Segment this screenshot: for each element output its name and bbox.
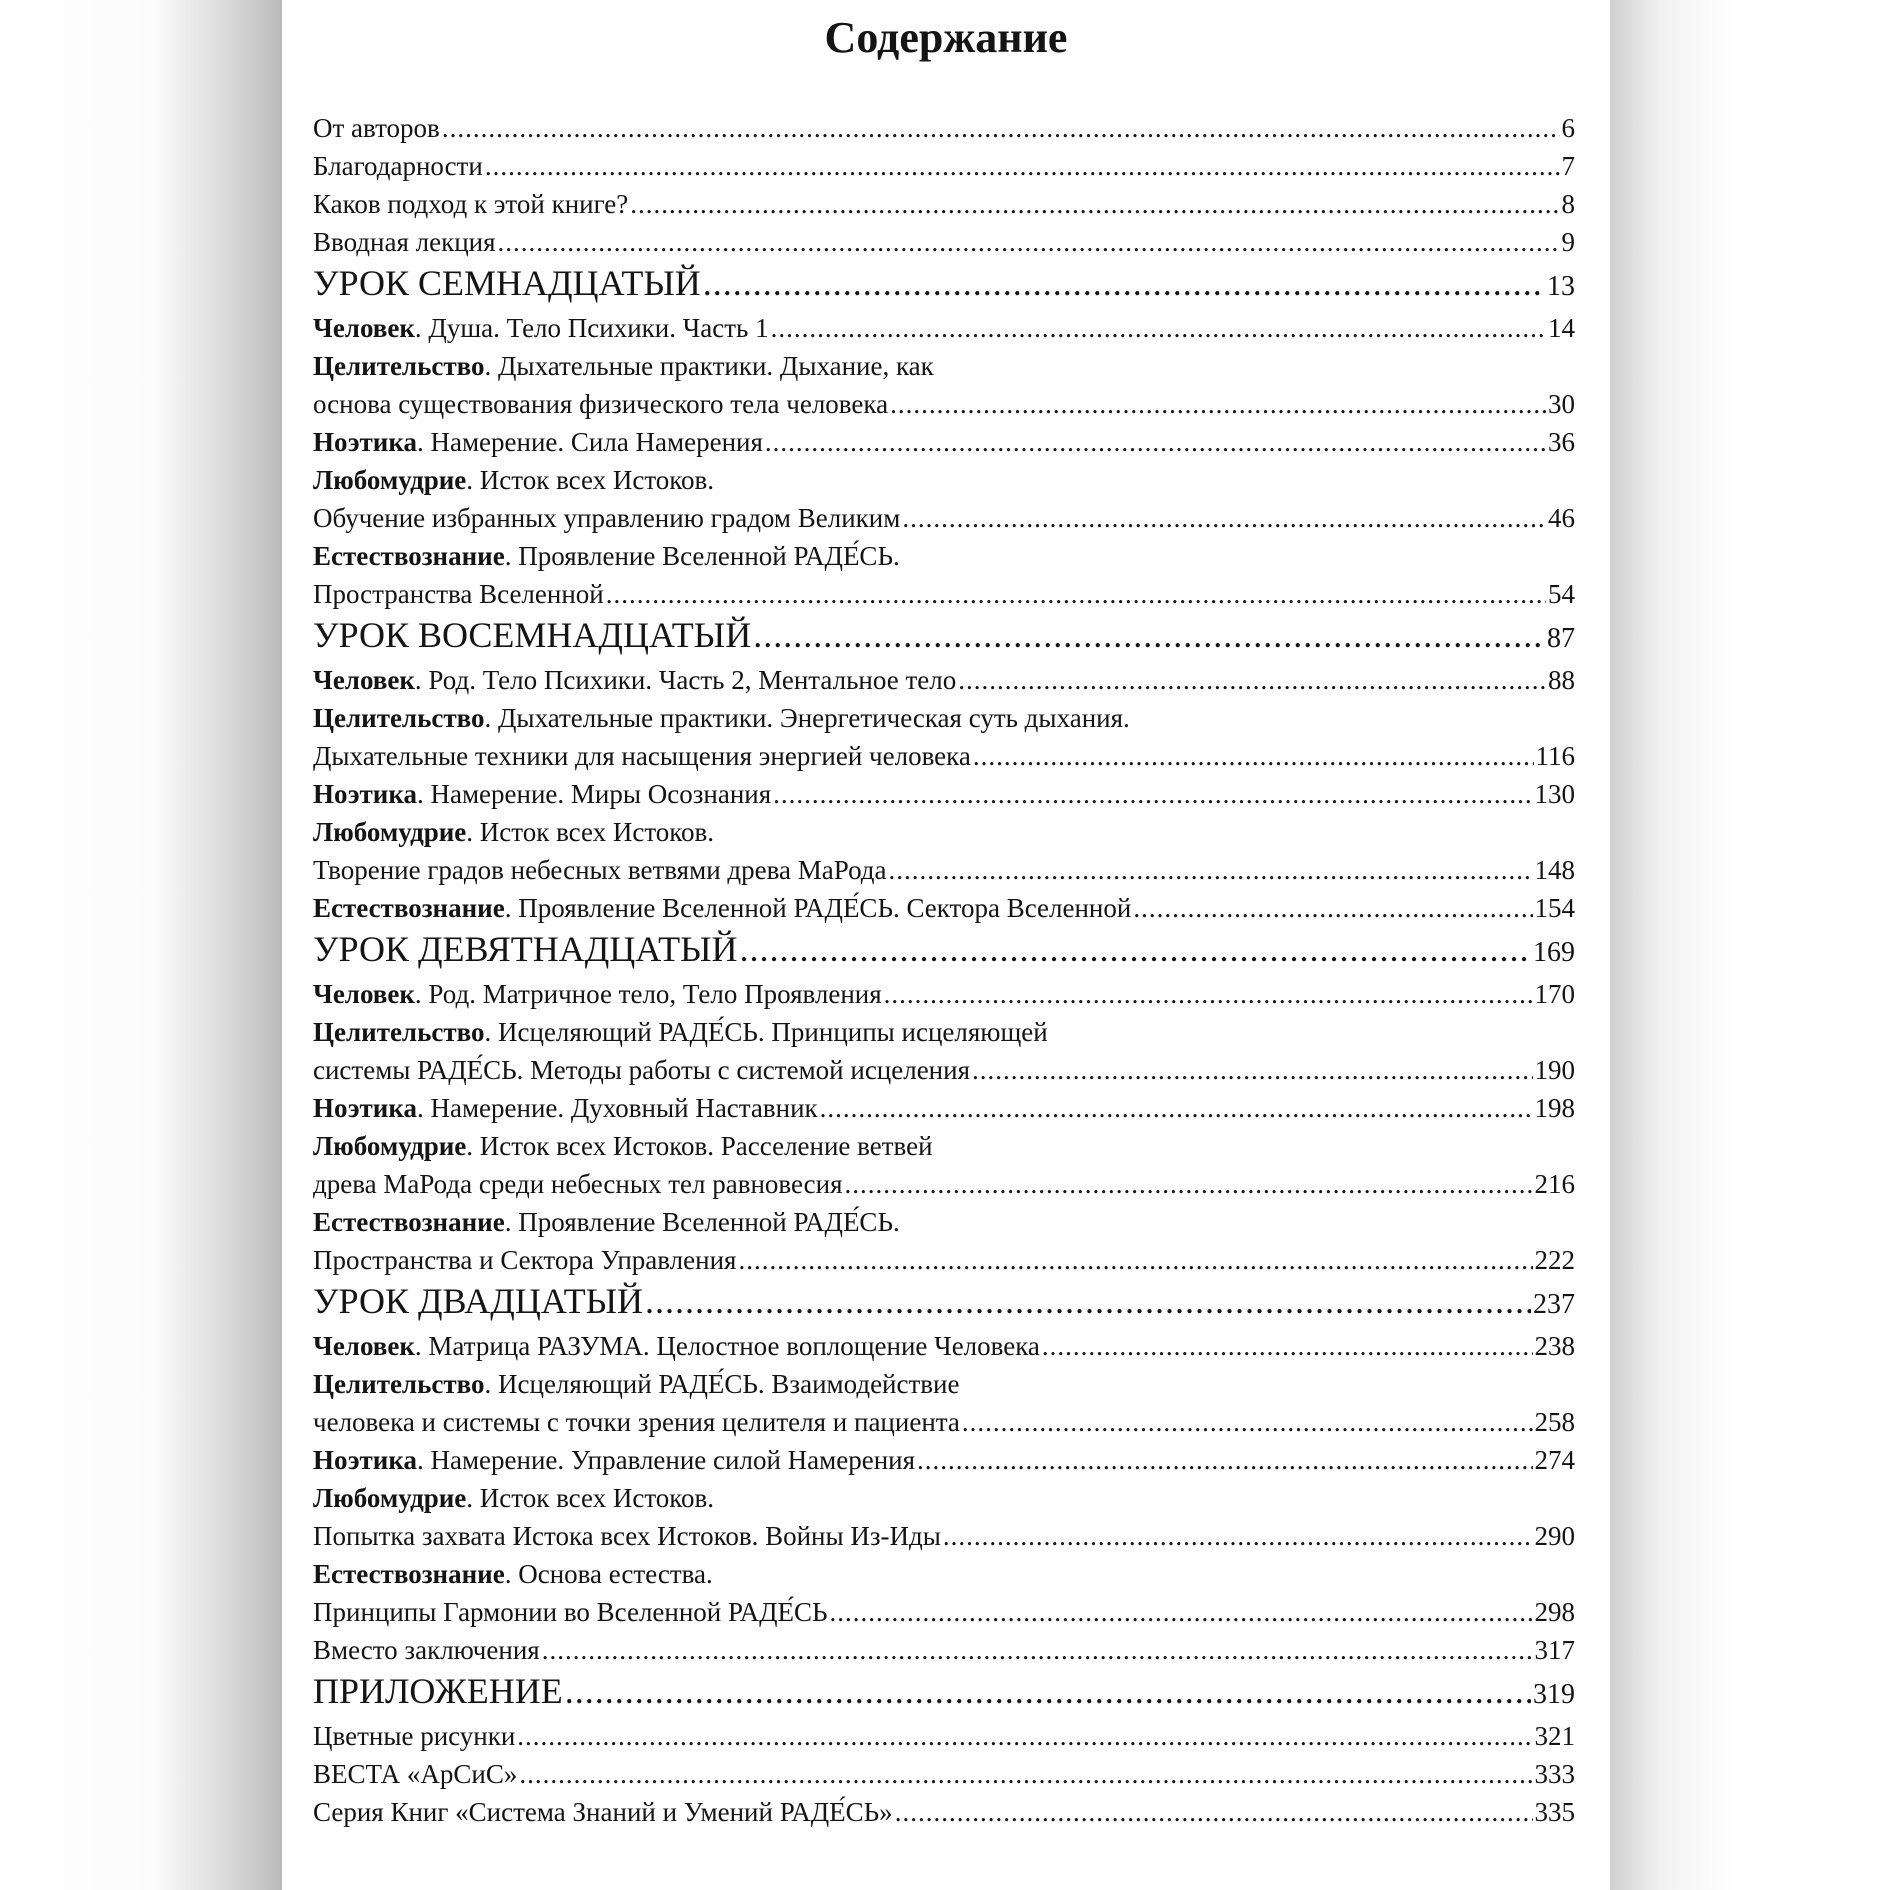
toc-entry-text: . Основа естества. [504, 1559, 713, 1589]
toc-entry-text: Вместо заключения [313, 1635, 540, 1665]
toc-entry-title [313, 1671, 563, 1711]
toc-entry [313, 1404, 1575, 1440]
toc-entry-subject: Ноэтика [313, 427, 417, 457]
toc-entry-text: . Намерение. Управление силой Намерения [416, 1445, 916, 1475]
toc-entry-text: . Душа. Тело Психики. Часть 1 [414, 313, 769, 343]
dot-leader [884, 976, 1533, 1012]
toc-entry-title [313, 1328, 1040, 1364]
toc-entry-subject: Целительство [313, 1369, 485, 1399]
toc-page-number: 222 [1534, 1245, 1575, 1275]
toc-entry [313, 776, 1575, 812]
toc-entry-title [313, 462, 714, 498]
toc-page-number: 46 [1548, 503, 1575, 533]
toc-page-number: 88 [1548, 665, 1575, 695]
toc-entry-text: Вводная лекция [313, 227, 496, 257]
toc-entry-title [313, 186, 628, 222]
toc-entry-title [313, 424, 763, 460]
dot-leader [771, 310, 1546, 346]
toc-entry-title [313, 1594, 828, 1630]
dot-leader [845, 1166, 1533, 1202]
dot-leader [442, 110, 1560, 146]
toc-entry-title [313, 1014, 1048, 1050]
toc-entry [313, 348, 1575, 384]
toc-entry-title [313, 500, 900, 536]
toc-entry-title [313, 263, 701, 303]
toc-entry-text: . Исток всех Истоков. [466, 1483, 715, 1513]
toc-entry-text: Каков подход к этой книге? [313, 189, 629, 219]
toc-page-number: 238 [1534, 1331, 1575, 1361]
toc-section-heading [313, 263, 1575, 305]
toc-entry [313, 224, 1575, 260]
toc-entry-subject: Естествознание [313, 541, 505, 571]
toc-entry [313, 1442, 1575, 1478]
toc-page-number: 319 [1533, 1679, 1575, 1710]
toc-page-number: 290 [1534, 1521, 1575, 1551]
toc-entry-title [313, 1632, 540, 1668]
dot-leader [973, 738, 1534, 774]
toc-entry-text: Творение градов небесных ветвями древа МаРода [313, 855, 887, 885]
toc-entry-title [313, 662, 956, 698]
toc-entry-title [313, 1718, 515, 1754]
toc-entry-title [313, 1128, 933, 1164]
dot-leader [565, 1671, 1531, 1711]
toc-entry-title [313, 1756, 517, 1792]
toc-entry-title [313, 348, 934, 384]
toc-entry-title [313, 1052, 970, 1088]
toc-page-number: 298 [1534, 1597, 1575, 1627]
toc-entry-text: . Исцеляющий РАДЕ́СЬ. Принципы исцеляющей [484, 1017, 1048, 1047]
dot-leader [753, 615, 1545, 655]
toc-entry-subject: Целительство [313, 703, 485, 733]
toc-entry-subject: Целительство [313, 1017, 485, 1047]
toc-page-number: 198 [1534, 1093, 1575, 1123]
toc-entry [313, 1556, 1575, 1592]
toc-entry-subject: Ноэтика [313, 1445, 417, 1475]
toc-entry [313, 1594, 1575, 1630]
toc-entry-subject: Человек [313, 979, 415, 1009]
toc-entry-title [313, 1556, 713, 1592]
toc-entry-title [313, 929, 738, 969]
toc-entry-text: Обучение избранных управлению градом Великим [313, 503, 901, 533]
toc-page-number: 237 [1533, 1289, 1575, 1320]
toc-page-number: 8 [1561, 189, 1575, 219]
dot-leader [519, 1756, 1532, 1792]
toc-entry-text: УРОК ВОСЕМНАДЦАТЫЙ [313, 615, 752, 655]
toc-entry [313, 890, 1575, 926]
toc-entry [313, 424, 1575, 460]
toc-entry-text: . Род. Тело Психики. Часть 2, Ментальное тело [414, 665, 957, 695]
toc-entry-text: древа МаРода среди небесных тел равновесия [313, 1169, 843, 1199]
toc-entry-text: ВЕСТА «АрСиС» [313, 1759, 518, 1789]
dot-leader [917, 1442, 1532, 1478]
toc-entry-text: . Исток всех Истоков. [466, 465, 715, 495]
dot-leader [958, 662, 1546, 698]
toc-entry-subject: Целительство [313, 351, 485, 381]
toc-entry-title [313, 1518, 941, 1554]
toc-page-number: 333 [1534, 1759, 1575, 1789]
toc-entry-subject: Человек [313, 313, 415, 343]
page-title: Содержание [824, 13, 1068, 62]
dot-leader [1042, 1328, 1533, 1364]
toc-entry-title [313, 615, 751, 655]
toc-entry [313, 1366, 1575, 1402]
toc-entry-text: . Род. Матричное тело, Тело Проявления [414, 979, 882, 1009]
toc-entry [313, 1756, 1575, 1792]
toc-entry-title [313, 1204, 900, 1240]
toc-entry-text: . Намерение. Духовный Наставник [416, 1093, 818, 1123]
toc-entry-text: Принципы Гармонии во Вселенной РАДЕ́СЬ [313, 1597, 828, 1627]
toc-entry-title [313, 700, 1130, 736]
toc-entry-text: Пространства и Сектора Управления [313, 1245, 737, 1275]
dot-leader [830, 1594, 1533, 1630]
toc-entry-subject: Естествознание [313, 893, 505, 923]
toc-entry-text: . Намерение. Миры Осознания [416, 779, 772, 809]
toc-section-heading [313, 1281, 1575, 1323]
toc-entry-title [313, 310, 769, 346]
toc-entry-title [313, 1794, 893, 1830]
toc-page-number: 9 [1561, 227, 1575, 257]
toc-entry-text: От авторов [313, 113, 440, 143]
toc-entry [313, 386, 1575, 422]
toc-page-number: 7 [1561, 151, 1575, 181]
dot-leader [1133, 890, 1532, 926]
toc-entry [313, 662, 1575, 698]
toc-entry [313, 1518, 1575, 1554]
dot-leader [820, 1090, 1533, 1126]
toc-page-number: 14 [1548, 313, 1575, 343]
dot-leader [542, 1632, 1533, 1668]
toc-entry [313, 814, 1575, 850]
toc-page-number: 335 [1534, 1797, 1575, 1827]
toc-entry [313, 1718, 1575, 1754]
toc-page-number: 258 [1534, 1407, 1575, 1437]
toc-entry [313, 1166, 1575, 1202]
toc-entry-title [313, 576, 604, 612]
toc-entry-title [313, 1442, 915, 1478]
toc-entry [313, 1794, 1575, 1830]
toc-section-heading [313, 929, 1575, 971]
dot-leader [703, 263, 1545, 303]
toc-page-number: 13 [1547, 271, 1575, 302]
page-gutter-shadow-left [0, 0, 282, 1890]
toc-page-number: 87 [1547, 623, 1575, 654]
toc-page-number: 216 [1534, 1169, 1575, 1199]
toc-entry [313, 310, 1575, 346]
toc-entry-subject: Ноэтика [313, 1093, 417, 1123]
book-page [282, 0, 1610, 1890]
toc-entry-text: . Проявление Вселенной РАДЕ́СЬ. Сектора Вселенной [504, 893, 1132, 923]
toc-entry [313, 538, 1575, 574]
toc-entry-text: системы РАДЕ́СЬ. Методы работы с системой исцеления [313, 1055, 971, 1085]
toc-entry [313, 1204, 1575, 1240]
toc-entry-text: Попытка захвата Истока всех Истоков. Войны Из-Иды [313, 1521, 941, 1551]
dot-leader [645, 1281, 1531, 1321]
toc-entry-subject: Любомудрие [313, 465, 467, 495]
toc-entry-text: ПРИЛОЖЕНИЕ [313, 1671, 563, 1711]
dot-leader [773, 776, 1532, 812]
toc-entry-title [313, 1366, 959, 1402]
toc-entry-text: . Намерение. Сила Намерения [416, 427, 763, 457]
toc-page-number: 170 [1534, 979, 1575, 1009]
dot-leader [606, 576, 1546, 612]
toc-entry-text: Благодарности [313, 151, 483, 181]
dot-leader [972, 1052, 1532, 1088]
toc-entry-text: . Матрица РАЗУМА. Целостное воплощение Человека [414, 1331, 1040, 1361]
toc-entry-text: Дыхательные техники для насыщения энергией человека [313, 741, 971, 771]
dot-leader [498, 224, 1560, 260]
dot-leader [890, 386, 1546, 422]
toc-page-number: 148 [1534, 855, 1575, 885]
toc-page-number: 169 [1533, 937, 1575, 968]
toc-entry-title [313, 110, 440, 146]
toc-page-number: 317 [1534, 1635, 1575, 1665]
toc-entry-text: . Проявление Вселенной РАДЕ́СЬ. [504, 1207, 900, 1237]
toc-entry [313, 186, 1575, 222]
toc-page-number: 190 [1534, 1055, 1575, 1085]
toc-entry-title [313, 1166, 843, 1202]
toc-entry-text: Цветные рисунки [313, 1721, 516, 1751]
toc-entry-subject: Естествознание [313, 1559, 505, 1589]
toc-entry-title [313, 148, 483, 184]
toc-entry-title [313, 1242, 736, 1278]
toc-section-heading [313, 1671, 1575, 1713]
toc-entry [313, 576, 1575, 612]
dot-leader [738, 1242, 1532, 1278]
toc-entry [313, 500, 1575, 536]
toc-entry-title [313, 776, 771, 812]
toc-entry-subject: Любомудрие [313, 1483, 467, 1513]
toc-page-number: 30 [1548, 389, 1575, 419]
toc-entry [313, 1128, 1575, 1164]
toc-entry-title [313, 890, 1131, 926]
toc-page-number: 130 [1534, 779, 1575, 809]
toc-entry [313, 1480, 1575, 1516]
dot-leader [943, 1518, 1533, 1554]
dot-leader [902, 500, 1546, 536]
toc-entry-subject: Любомудрие [313, 1131, 467, 1161]
toc-page-number: 154 [1534, 893, 1575, 923]
dot-leader [962, 1404, 1533, 1440]
toc-entry [313, 976, 1575, 1012]
toc-entry-text: . Дыхательные практики. Дыхание, как [484, 351, 934, 381]
toc-entry-title [313, 976, 882, 1012]
toc-entry-text: основа существования физического тела человека [313, 389, 889, 419]
toc-entry-text: . Исток всех Истоков. [466, 817, 715, 847]
toc-entry-text: . Проявление Вселенной РАДЕ́СЬ. [504, 541, 900, 571]
toc-entry-text: УРОК ДЕВЯТНАДЦАТЫЙ [313, 929, 738, 969]
dot-leader [630, 186, 1559, 222]
toc-entry-title [313, 386, 888, 422]
toc-entry-title [313, 1480, 714, 1516]
toc-entry [313, 1052, 1575, 1088]
toc-entry [313, 700, 1575, 736]
toc-entry-subject: Естествознание [313, 1207, 505, 1237]
toc-entry [313, 462, 1575, 498]
dot-leader [517, 1718, 1532, 1754]
toc-entry [313, 1014, 1575, 1050]
page-edge-shadow-right [1610, 0, 1890, 1890]
toc-entry [313, 148, 1575, 184]
toc-entry-text: . Дыхательные практики. Энергетическая суть дыхания. [484, 703, 1130, 733]
toc-entry [313, 110, 1575, 146]
toc-entry-text: . Исцеляющий РАДЕ́СЬ. Взаимодействие [484, 1369, 960, 1399]
toc-entry [313, 1632, 1575, 1668]
toc-entry-text: человека и системы с точки зрения целителя и пациента [313, 1407, 960, 1437]
dot-leader [740, 929, 1532, 969]
toc-entry [313, 852, 1575, 888]
toc-entry-text: Пространства Вселенной [313, 579, 604, 609]
toc-entry-text: УРОК ДВАДЦАТЫЙ [313, 1281, 644, 1321]
toc-entry [313, 1242, 1575, 1278]
toc-entry-title [313, 224, 496, 260]
toc-entry [313, 1328, 1575, 1364]
toc-entry [313, 738, 1575, 774]
toc-entry-subject: Человек [313, 665, 415, 695]
dot-leader [895, 1794, 1533, 1830]
toc-entry-title [313, 738, 971, 774]
toc-entry-title [313, 538, 900, 574]
toc-entry-subject: Ноэтика [313, 779, 417, 809]
toc-page-number: 54 [1548, 579, 1575, 609]
toc-entry-title [313, 852, 887, 888]
toc-entry-subject: Человек [313, 1331, 415, 1361]
toc-entry-title [313, 1281, 643, 1321]
toc-entry-text: . Исток всех Истоков. Расселение ветвей [466, 1131, 933, 1161]
toc-entry-text: Серия Книг «Система Знаний и Умений РАДЕ́СЬ» [313, 1797, 893, 1827]
toc-entry [313, 1090, 1575, 1126]
toc-entry-title [313, 1090, 818, 1126]
dot-leader [889, 852, 1533, 888]
toc-page-number: 6 [1561, 113, 1575, 143]
toc-page-number: 116 [1535, 741, 1575, 771]
toc-entry-text: УРОК СЕМНАДЦАТЫЙ [313, 263, 701, 303]
dot-leader [765, 424, 1546, 460]
toc-page-number: 321 [1534, 1721, 1575, 1751]
toc-entry-subject: Любомудрие [313, 817, 467, 847]
dot-leader [485, 148, 1560, 184]
toc-page-number: 36 [1548, 427, 1575, 457]
toc-section-heading [313, 615, 1575, 657]
toc-page-number: 274 [1534, 1445, 1575, 1475]
toc-entry-title [313, 814, 714, 850]
toc-entry-title [313, 1404, 960, 1440]
